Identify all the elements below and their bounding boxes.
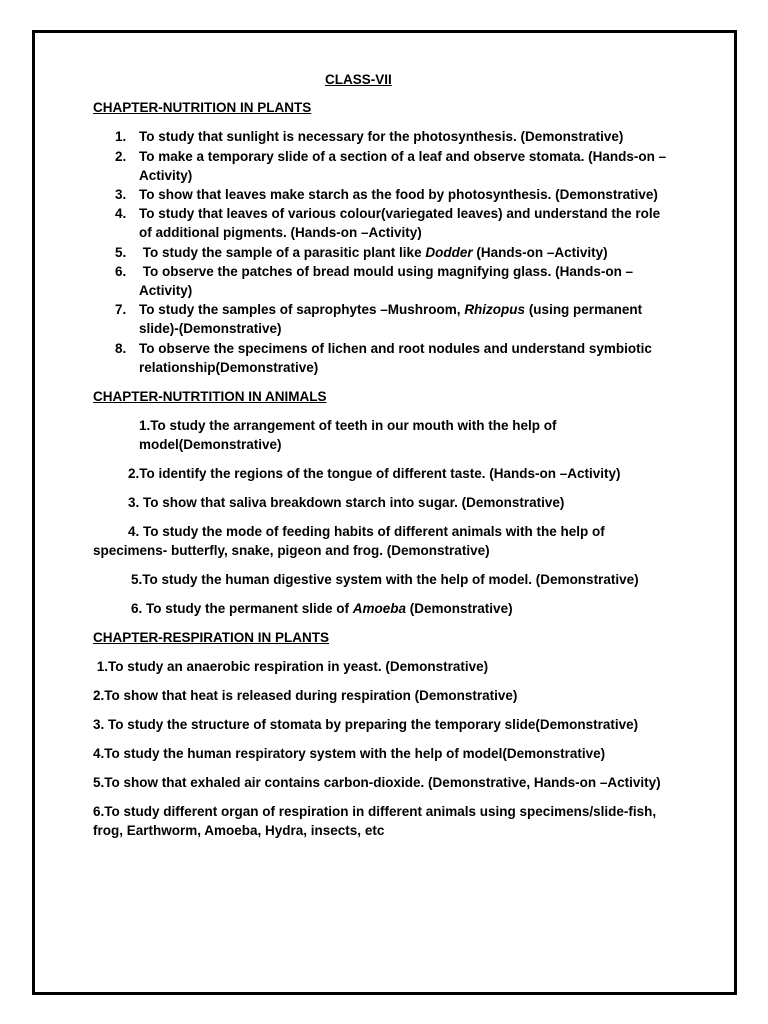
chapter-heading-nutrition-animals: CHAPTER-NUTRTITION IN ANIMALS <box>93 389 327 404</box>
list-number: 8. <box>115 341 127 356</box>
item-text: (Hands-on –Activity) <box>472 245 608 260</box>
paragraph-item: 6.To study different organ of respiration in different animals using specimens/slide-fish, <box>93 804 657 819</box>
paragraph-item: 2.To identify the regions of the tongue of different taste. (Hands-on –Activity) <box>128 466 621 481</box>
list-item-continuation: Activity) <box>139 283 193 298</box>
paragraph-item: 1.To study the arrangement of teeth in our mouth with the help of <box>139 418 557 433</box>
paragraph-item <box>131 599 513 618</box>
list-item: To observe the patches of bread mould using magnifying glass. (Hands-on – <box>139 264 634 279</box>
item-text: 6. To study the permanent slide of <box>131 601 353 616</box>
paragraph-continuation: specimens- butterfly, snake, pigeon and frog. (Demonstrative) <box>93 543 490 558</box>
item-text: (using permanent <box>525 302 643 317</box>
italic-term: Amoeba <box>352 601 407 616</box>
list-number: 1. <box>115 129 127 144</box>
item-text: To study the sample of a parasitic plant like <box>139 245 426 260</box>
list-number: 4. <box>115 206 127 221</box>
list-item: To study that leaves of various colour(variegated leaves) and understand the role <box>139 206 661 221</box>
paragraph-item: 1.To study an anaerobic respiration in yeast. (Demonstrative) <box>93 659 489 674</box>
list-item: To study that sunlight is necessary for the photosynthesis. (Demonstrative) <box>139 129 624 144</box>
chapter-heading-nutrition-plants: CHAPTER-NUTRITION IN PLANTS <box>93 100 312 115</box>
paragraph-item: 3. To show that saliva breakdown starch into sugar. (Demonstrative) <box>128 495 565 510</box>
italic-term: Dodder <box>425 245 473 260</box>
paragraph-item: 5.To show that exhaled air contains carbon-dioxide. (Demonstrative, Hands-on –Activity) <box>93 775 661 790</box>
paragraph-item: 3. To study the structure of stomata by preparing the temporary slide(Demonstrative) <box>93 717 639 732</box>
list-number: 2. <box>115 149 127 164</box>
paragraph-continuation: model(Demonstrative) <box>139 437 282 452</box>
paragraph-continuation: frog, Earthworm, Amoeba, Hydra, insects, etc <box>93 823 385 838</box>
list-item-continuation: slide)-(Demonstrative) <box>139 321 282 336</box>
list-item-continuation: relationship(Demonstrative) <box>139 360 319 375</box>
paragraph-item: 4.To study the human respiratory system with the help of model(Demonstrative) <box>93 746 606 761</box>
list-number: 6. <box>115 264 127 279</box>
list-number: 3. <box>115 187 127 202</box>
list-number: 5. <box>115 245 127 260</box>
chapter-heading-respiration-plants: CHAPTER-RESPIRATION IN PLANTS <box>93 630 330 645</box>
list-item <box>139 300 642 319</box>
list-item: To make a temporary slide of a section of a leaf and observe stomata. (Hands-on – <box>139 149 667 164</box>
page-border <box>32 30 737 995</box>
list-item-continuation: Activity) <box>139 168 193 183</box>
paragraph-item: 5.To study the human digestive system with the help of model. (Demonstrative) <box>131 572 639 587</box>
list-item <box>139 243 608 262</box>
item-text: To study the samples of saprophytes –Mushroom, <box>139 302 465 317</box>
paragraph-item: 4. To study the mode of feeding habits of different animals with the help of <box>128 524 605 539</box>
italic-term: Rhizopus <box>464 302 526 317</box>
list-item: To observe the specimens of lichen and root nodules and understand symbiotic <box>139 341 652 356</box>
page-title: CLASS-VII <box>325 72 392 87</box>
item-text: (Demonstrative) <box>406 601 513 616</box>
list-number: 7. <box>115 302 127 317</box>
list-item-continuation: of additional pigments. (Hands-on –Activity) <box>139 225 422 240</box>
paragraph-item: 2.To show that heat is released during respiration (Demonstrative) <box>93 688 518 703</box>
list-item: To show that leaves make starch as the food by photosynthesis. (Demonstrative) <box>139 187 658 202</box>
